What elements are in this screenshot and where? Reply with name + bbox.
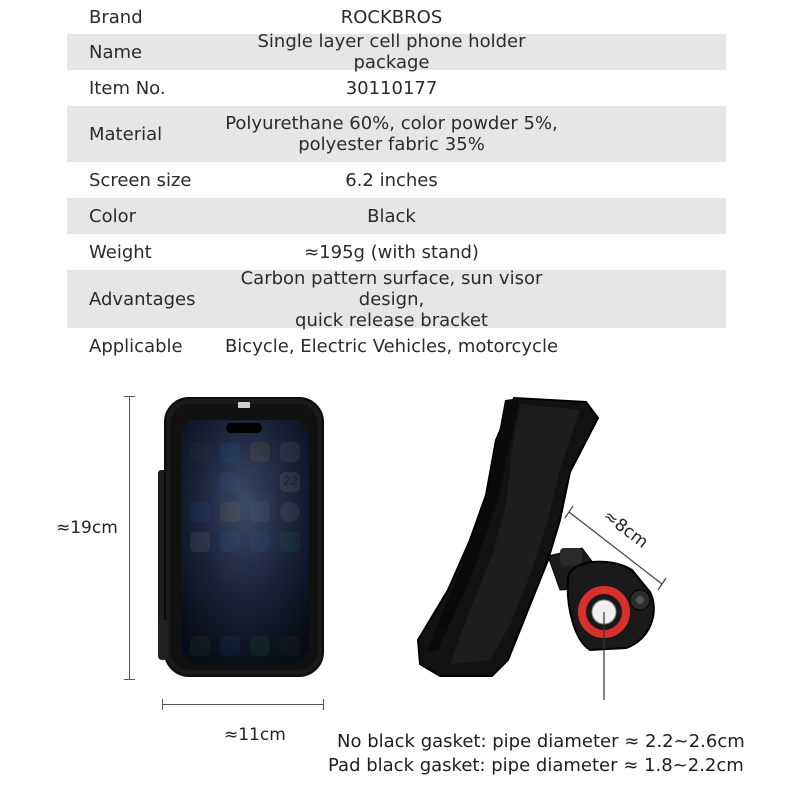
spec-label: Weight [89, 241, 152, 263]
spec-value-line: 6.2 inches [345, 169, 438, 191]
spec-value-line: Single layer cell phone holder package [257, 31, 526, 73]
spec-value-line: ≈195g (with stand) [304, 241, 479, 263]
spec-value-line: Bicycle, Electric Vehicles, motorcycle [224, 335, 559, 357]
spec-label: Material [89, 123, 163, 145]
spec-value-line: Polyurethane 60%, color powder 5%, [225, 113, 558, 134]
pad-gasket-note: Pad black gasket: pipe diameter ≈ 1.8~2.2cm [328, 755, 744, 776]
spec-label: Brand [89, 6, 143, 28]
spec-label: Color [89, 205, 136, 227]
spec-label: Name [89, 41, 143, 63]
spec-value-line: ROCKBROS [340, 6, 443, 28]
spec-label: Applicable [89, 335, 183, 357]
spec-value-line: Black [367, 205, 416, 227]
clamp-dimension-label: ≈8cm [598, 506, 652, 553]
width-dimension-label: ≈11cm [224, 725, 286, 745]
spec-value-line: Carbon pattern surface, sun visor design, [240, 267, 543, 310]
spec-label: Item No. [89, 77, 166, 99]
calendar-app-day: 22 [283, 474, 299, 488]
spec-value-line: quick release bracket [295, 309, 488, 331]
spec-label: Advantages [89, 288, 196, 310]
height-dimension-label: ≈19cm [56, 518, 118, 538]
no-gasket-note: No black gasket: pipe diameter ≈ 2.2~2.6cm [337, 731, 745, 752]
spec-value-line: 30110177 [345, 77, 438, 99]
spec-label: Screen size [89, 169, 192, 191]
spec-value-line: polyester fabric 35% [298, 134, 485, 155]
